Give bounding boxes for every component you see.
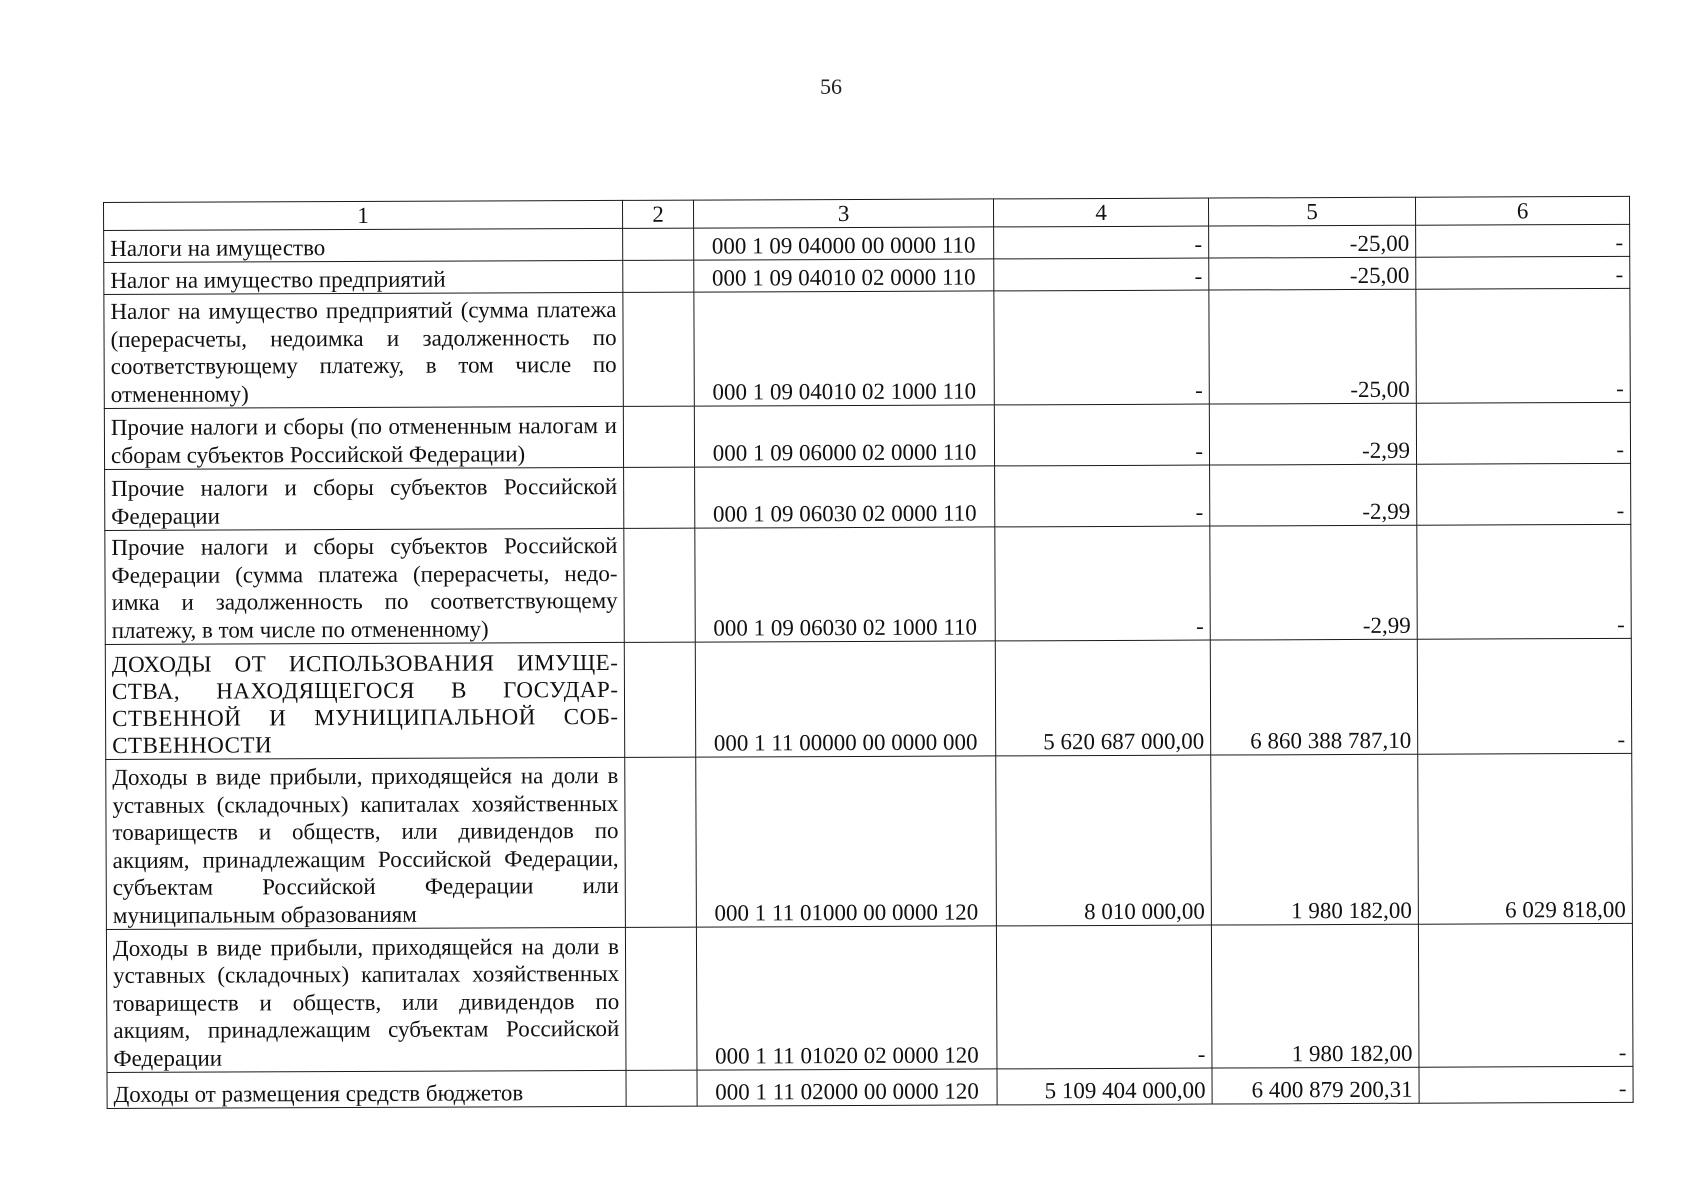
row-value-col5: -2,99 <box>1209 403 1416 465</box>
row-name: Доходы в виде прибыли, приходящейся на доли в уставных (складочных) капиталах хозяйственных товариществ и обществ, или дивидендов по акциям, принадлежащим Российской Федерации, субъектам Российской Федерации или муниципальным образованиям <box>106 757 626 929</box>
row-col2 <box>623 292 694 406</box>
table-row <box>105 524 1631 644</box>
row-name: Доходы от размещения средств бюджетов <box>107 1070 626 1108</box>
row-name: Прочие налоги и сборы субъектов Российской Федерации <box>105 467 624 530</box>
row-value-col4: - <box>995 465 1210 527</box>
table-row <box>107 1066 1633 1108</box>
row-value-col6: 6 029 818,00 <box>1418 753 1633 924</box>
row-code: 000 1 11 01020 02 0000 120 <box>696 926 997 1070</box>
row-name: Налог на имущество предприятий (сумма платежа (перерасчеты, недоимка и задолженность по соответствующему платежу, в том числе по отмененному) <box>104 292 623 408</box>
table-row <box>105 638 1631 759</box>
header-col-3: 3 <box>693 199 993 228</box>
row-value-col4: - <box>994 226 1209 259</box>
row-code: 000 1 09 06000 02 0000 110 <box>694 405 994 467</box>
row-value-col4: 5 109 404 000,00 <box>997 1068 1212 1105</box>
table-row <box>104 224 1630 262</box>
row-col2 <box>624 467 695 528</box>
row-value-col6: - <box>1416 224 1630 257</box>
row-name: Прочие налоги и сборы (по отмененным налогам и сборам субъектов Российской Федерации) <box>104 406 623 469</box>
budget-table <box>103 196 1634 1109</box>
header-col-4: 4 <box>993 198 1208 227</box>
table-row <box>106 753 1633 929</box>
row-code: 000 1 09 06030 02 0000 110 <box>695 466 995 528</box>
row-value-col5: 6 860 388 787,10 <box>1210 639 1417 755</box>
row-value-col6: - <box>1416 288 1630 403</box>
row-value-col4: 8 010 000,00 <box>996 755 1212 926</box>
row-col2 <box>624 528 695 642</box>
page-number: 56 <box>820 74 842 99</box>
row-col2 <box>623 260 694 292</box>
row-code: 000 1 09 04010 02 1000 110 <box>694 291 994 406</box>
row-value-col6: - <box>1419 1066 1633 1103</box>
row-name: Налоги на имущество <box>104 228 623 262</box>
row-name: Доходы в виде прибыли, приходящейся на доли в уставных (складочных) капиталах хозяйственных товариществ и обществ, или дивидендов по акциям, принадлежащим субъектам Российской Федерации <box>106 927 626 1072</box>
row-col2 <box>626 1070 697 1106</box>
row-value-col4: - <box>996 925 1212 1069</box>
row-value-col5: -25,00 <box>1209 289 1416 404</box>
table-row <box>104 288 1630 408</box>
row-code: 000 1 11 02000 00 0000 120 <box>697 1069 997 1106</box>
row-name: ДОХОДЫ ОТ ИСПОЛЬЗОВАНИЯ ИМУЩЕСТВА, НАХОДЯЩЕГОСЯ В ГОСУДАРСТВЕННОЙ И МУНИЦИПАЛЬНОЙ СОБСТВЕННОСТИ <box>105 642 624 759</box>
table-row <box>104 402 1630 469</box>
row-name: Прочие налоги и сборы субъектов Российской Федерации (сумма платежа (перерасчеты, недоимка и задолженность по соответствующему платежу, в том числе по отмененному) <box>105 528 624 644</box>
row-col2 <box>625 927 697 1070</box>
row-value-col4: - <box>994 404 1209 466</box>
row-value-col6: - <box>1416 256 1630 289</box>
header-col-5: 5 <box>1208 197 1415 226</box>
table-row <box>105 463 1631 530</box>
row-code: 000 1 09 04000 00 0000 110 <box>694 227 994 260</box>
header-col-1: 1 <box>104 200 623 230</box>
row-value-col4: - <box>994 258 1209 291</box>
row-value-col5: -25,00 <box>1209 225 1416 258</box>
row-value-col5: -25,00 <box>1209 257 1416 290</box>
row-name: Налог на имущество предприятий <box>104 260 623 294</box>
row-col2 <box>624 642 695 757</box>
header-col-2: 2 <box>622 200 693 228</box>
budget-table-sheet <box>103 196 1633 1109</box>
row-col2 <box>623 228 694 260</box>
row-code: 000 1 11 00000 00 0000 000 <box>695 641 995 757</box>
row-value-col5: 6 400 879 200,31 <box>1212 1067 1419 1104</box>
table-row <box>106 923 1633 1072</box>
table-row <box>104 256 1630 294</box>
row-code: 000 1 09 04010 02 0000 110 <box>694 259 994 292</box>
row-col2 <box>625 757 697 927</box>
row-value-col4: - <box>995 526 1210 641</box>
row-value-col5: -2,99 <box>1210 525 1417 640</box>
row-code: 000 1 11 01000 00 0000 120 <box>696 756 997 927</box>
row-value-col5: 1 980 182,00 <box>1211 754 1419 925</box>
row-value-col4: - <box>994 290 1209 405</box>
row-value-col4: 5 620 687 000,00 <box>995 640 1210 756</box>
header-col-6: 6 <box>1415 196 1629 225</box>
row-value-col6: - <box>1417 463 1631 525</box>
row-value-col5: -2,99 <box>1210 464 1417 526</box>
row-col2 <box>623 406 694 467</box>
row-value-col6: - <box>1418 923 1633 1067</box>
row-value-col6: - <box>1417 638 1631 754</box>
row-value-col6: - <box>1416 402 1630 464</box>
row-value-col5: 1 980 182,00 <box>1211 924 1419 1068</box>
row-value-col6: - <box>1417 524 1631 639</box>
row-code: 000 1 09 06030 02 1000 110 <box>695 527 995 642</box>
